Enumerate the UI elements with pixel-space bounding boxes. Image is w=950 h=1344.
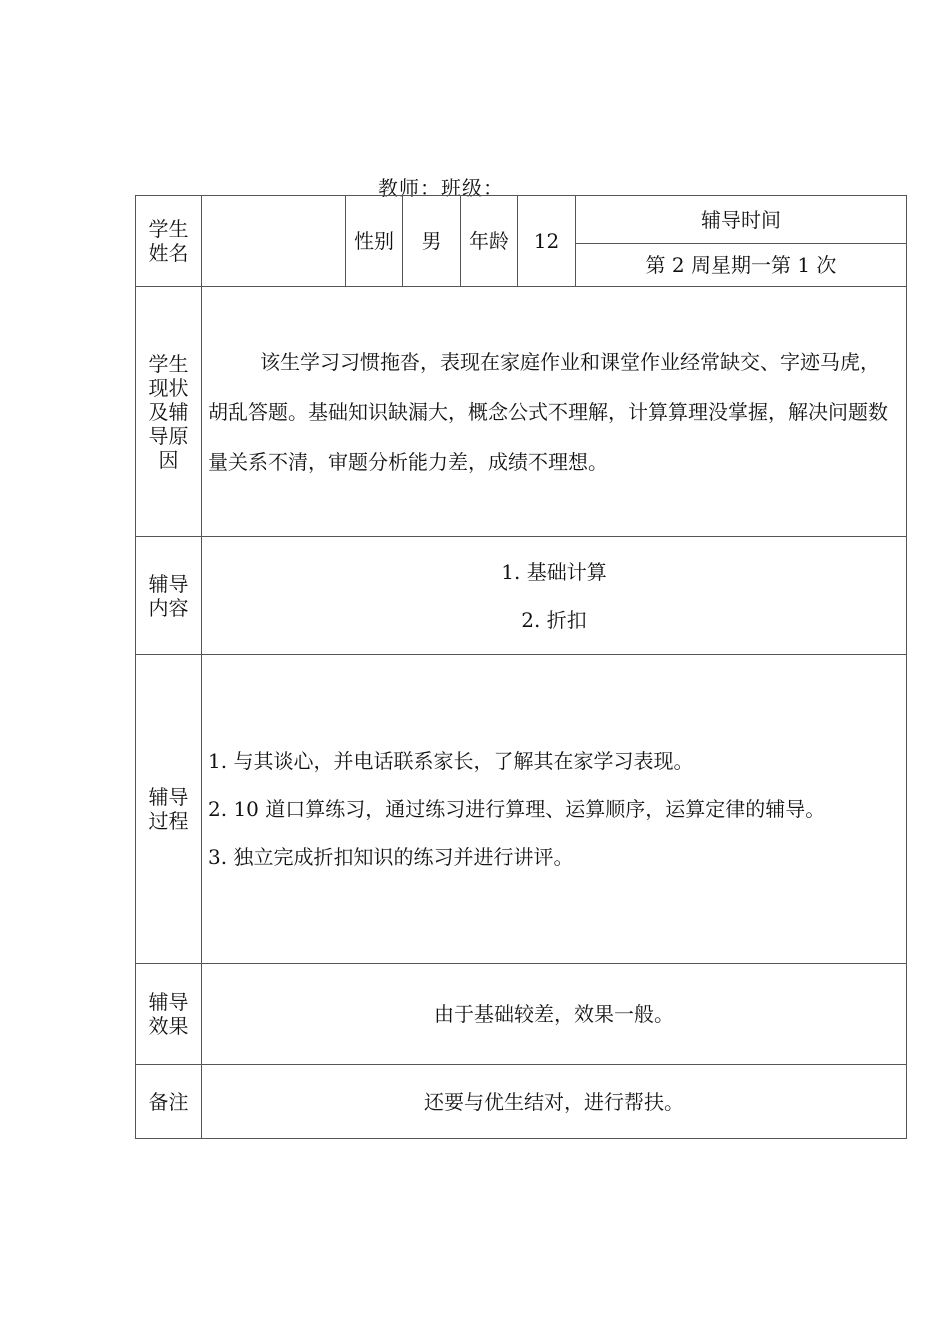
age-label: 年龄 [461, 196, 518, 287]
age-value[interactable]: 12 [518, 196, 576, 287]
process-label: 辅导 过程 [136, 655, 202, 964]
remarks-label: 备注 [136, 1065, 202, 1139]
content-cell [202, 537, 907, 655]
status-reason-cell [202, 287, 907, 537]
content-item[interactable]: 2. 折扣 [521, 607, 587, 632]
student-name-value[interactable] [202, 196, 346, 287]
tutoring-time-label: 辅导时间 [576, 196, 907, 244]
gender-label: 性别 [346, 196, 403, 287]
tutoring-time-value[interactable]: 第 2 周星期一第 1 次 [576, 244, 907, 287]
status-reason-text[interactable]: 该生学习习惯拖沓，表现在家庭作业和课堂作业经常缺交、字迹马虎，胡乱答题。基础知识缺漏大，概念公式不理解，计算算理没掌握，解决问题数量关系不清，审题分析能力差，成绩不理想。 [208, 349, 888, 474]
effect-text[interactable]: 由于基础较差，效果一般。 [202, 964, 907, 1065]
teacher-class-header: 教师：班级： [378, 176, 504, 200]
gender-value[interactable]: 男 [403, 196, 461, 287]
effect-label: 辅导 效果 [136, 964, 202, 1065]
content-item[interactable]: 1. 基础计算 [501, 559, 607, 584]
status-reason-label: 学生 现状 及辅 导原 因 [136, 287, 202, 537]
process-item[interactable]: 3. 独立完成折扣知识的练习并进行讲评。 [208, 845, 574, 869]
process-cell [202, 655, 907, 964]
content-label: 辅导 内容 [136, 537, 202, 655]
student-name-label: 学生 姓名 [136, 196, 202, 287]
process-item[interactable]: 1. 与其谈心，并电话联系家长，了解其在家学习表现。 [208, 749, 694, 773]
tutoring-record-table [135, 195, 907, 1139]
remarks-text[interactable]: 还要与优生结对，进行帮扶。 [202, 1065, 907, 1139]
process-item[interactable]: 2. 10 道口算练习，通过练习进行算理、运算顺序，运算定律的辅导。 [208, 797, 826, 821]
